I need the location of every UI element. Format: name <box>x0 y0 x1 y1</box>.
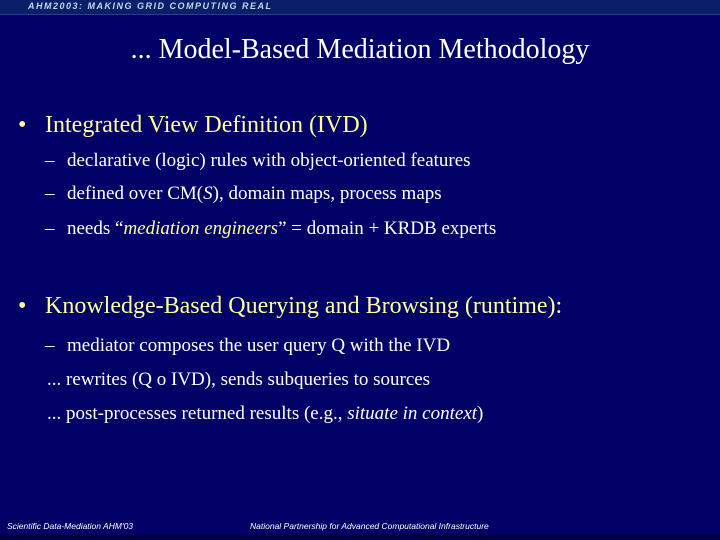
bottom-bar <box>0 534 720 540</box>
bullet-querying <box>18 293 562 320</box>
sub-text-pre: post-processes returned results (e.g., <box>66 403 348 424</box>
slide-title: ... Model-Based Mediation Methodology <box>130 34 590 65</box>
sub-text-italic: situate in context <box>347 403 478 424</box>
sub-item <box>45 218 496 240</box>
bullet-ivd <box>18 112 368 139</box>
dash-marker: – <box>45 183 55 204</box>
dash-marker: – <box>45 218 55 239</box>
sub-text: declarative (logic) rules with object-oriented features <box>67 150 471 171</box>
ellipsis-marker: ... <box>47 403 62 424</box>
dash-marker: – <box>45 150 55 171</box>
sub-text-post: ” = domain + KRDB experts <box>278 218 497 239</box>
bullet-text: Knowledge-Based Querying and Browsing (runtime): <box>45 293 563 319</box>
banner-text: AHM2003: MAKING GRID COMPUTING REAL <box>28 1 273 11</box>
sub-item <box>45 183 442 205</box>
ellipsis-marker: ... <box>47 369 62 390</box>
footer-center: National Partnership for Advanced Computational Infrastructure <box>250 521 489 531</box>
sub-item <box>47 369 430 391</box>
sub-text: mediator composes the user query Q with the IVD <box>67 335 451 356</box>
sub-text-post: ), domain maps, process maps <box>212 183 442 204</box>
footer-left: Scientific Data-Mediation AHM'03 <box>7 521 134 531</box>
sub-text-italic: S <box>203 183 213 204</box>
sub-item <box>47 403 483 425</box>
sub-text-pre: needs “ <box>67 218 124 239</box>
sub-text: rewrites (Q o IVD), sends subqueries to sources <box>66 369 431 390</box>
dash-marker: – <box>45 335 55 356</box>
sub-text-pre: defined over CM( <box>67 183 204 204</box>
sub-item <box>45 150 471 172</box>
sub-item <box>45 335 450 357</box>
top-banner <box>0 0 720 15</box>
bullet-marker: • <box>18 293 27 319</box>
bullet-text: Integrated View Definition (IVD) <box>45 112 368 138</box>
bullet-marker: • <box>18 112 27 138</box>
sub-text-post: ) <box>477 403 484 424</box>
sub-text-italic: mediation engineers <box>123 218 279 239</box>
